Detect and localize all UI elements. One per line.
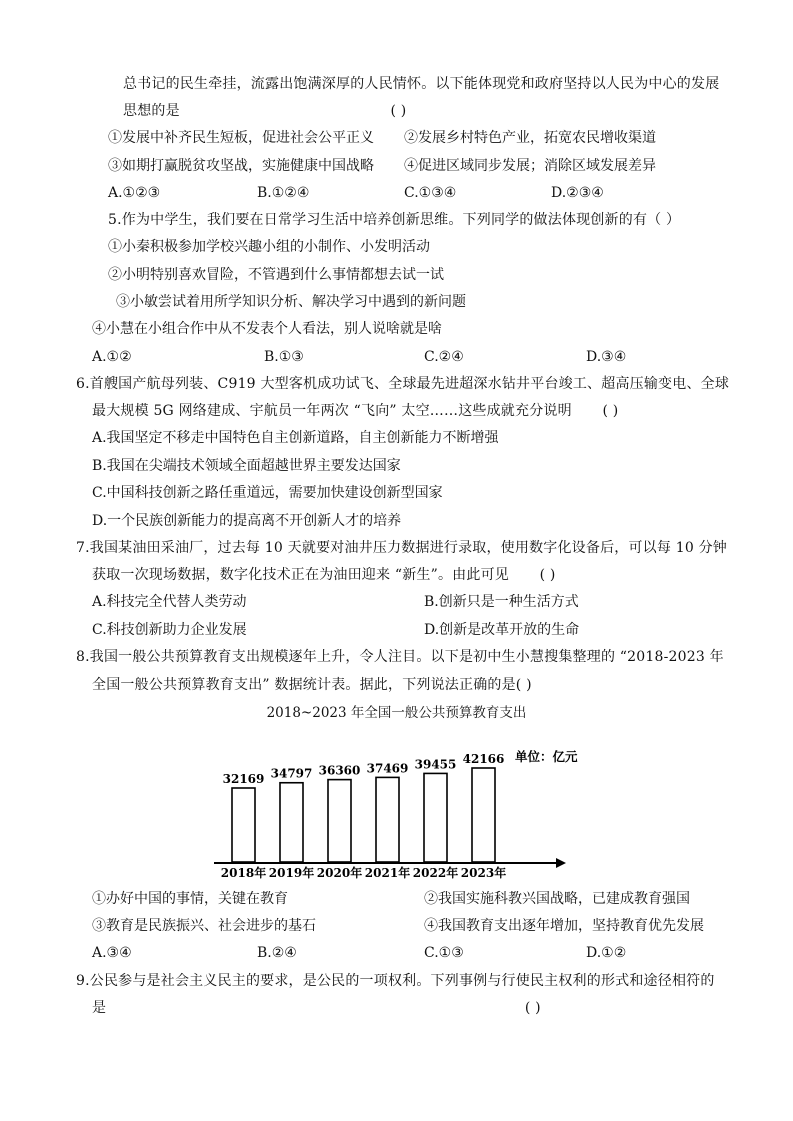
bar-value-label: 37469 — [366, 761, 409, 776]
q5-item-4: ④小慧在小组合作中从不发表个人看法，别人说啥就是啥 — [92, 321, 442, 337]
q6-option-b: B.我国在尖端技术领域全面超越世界主要发达国家 — [92, 458, 401, 474]
q4-item-4: ④促进区域同步发展；消除区域发展差异 — [404, 158, 656, 174]
q4-item-3: ③如期打赢脱贫攻坚战，实施健康中国战略 — [108, 158, 374, 174]
q4-item-2: ②发展乡村特色产业，拓宽农民增收渠道 — [404, 130, 656, 146]
q5-option-c: C.②④ — [424, 349, 464, 365]
category-label: 2018年 — [220, 866, 267, 880]
q4-option-b: B.①②④ — [257, 185, 310, 201]
q9-answer-paren: ( ) — [524, 1000, 541, 1016]
q8-item-4: ④我国教育支出逐年增加，坚持教育优先发展 — [424, 918, 704, 934]
q8-option-d: D.①② — [586, 945, 627, 961]
category-label: 2019年 — [268, 866, 315, 880]
q7-option-b: B.创新只是一种生活方式 — [424, 594, 579, 610]
q8-item-1: ①办好中国的事情，关键在教育 — [92, 891, 288, 907]
bar-2023年 — [472, 768, 495, 862]
bar-2022年 — [424, 773, 447, 862]
category-label: 2023年 — [460, 866, 507, 880]
q6-stem-line2 — [92, 401, 618, 421]
q4-stem-line1: 总书记的民生牵挂，流露出饱满深厚的人民情怀。以下能体现党和政府坚持以人民为中心的发展 — [123, 76, 720, 92]
bar-value-label: 42166 — [462, 752, 505, 766]
q5-option-b: B.①③ — [264, 349, 304, 365]
q9-stem-text: 是 — [92, 1000, 107, 1016]
q4-option-a: A.①②③ — [108, 185, 161, 201]
bar-value-label: 32169 — [222, 772, 265, 786]
q4-item-1: ①发展中补齐民生短板，促进社会公平正义 — [108, 130, 374, 146]
q4-stem-line2 — [123, 101, 406, 121]
category-label: 2022年 — [412, 866, 459, 880]
q7-stem-line1: 7.我国某油田采油厂，过去每 10 天就要对油井压力数据进行录取，使用数字化设备后，可以每 10 分钟 — [76, 540, 727, 556]
q5-option-a: A.①② — [92, 349, 132, 365]
q4-option-c: C.①③④ — [404, 185, 457, 201]
chart-title: 2018~2023 年全国一般公共预算教育支出 — [266, 705, 527, 721]
q5-option-d: D.③④ — [586, 349, 627, 365]
q5-item-1: ①小秦积极参加学校兴趣小组的小制作、小发明活动 — [108, 239, 430, 255]
q7-stem-text: 获取一次现场数据，数字化技术正在为油田迎来 “新生”。由此可见 — [92, 567, 509, 583]
q8-item-3: ③教育是民族振兴、社会进步的基石 — [92, 918, 316, 934]
bar-2020年 — [328, 780, 351, 862]
q8-stem-line1: 8.我国一般公共预算教育支出规模逐年上升，令人注目。以下是初中生小慧搜集整理的 “2018-2023 年 — [76, 649, 724, 665]
x-axis-arrow-icon — [556, 858, 566, 868]
bar-2018年 — [232, 788, 255, 862]
bar-value-label: 34797 — [270, 766, 313, 781]
q6-stem-line1: 6.首艘国产航母列装、C919 大型客机成功试飞、全球最先进超深水钻井平台竣工、超高压输变电、全球 — [76, 376, 730, 392]
q6-option-d: D.一个民族创新能力的提高离不开创新人才的培养 — [92, 513, 402, 529]
q5-stem: 5.作为中学生，我们要在日常学习生活中培养创新思维。下列同学的做法体现创新的有（ ） — [108, 212, 681, 228]
q7-option-c: C.科技创新助力企业发展 — [92, 622, 247, 638]
q4-option-d: D.②③④ — [551, 185, 604, 201]
q8-option-c: C.①③ — [424, 945, 464, 961]
q7-option-a: A.科技完全代替人类劳动 — [92, 594, 247, 610]
bar-chart — [0, 730, 793, 890]
bar-2019年 — [280, 783, 303, 862]
q5-item-2: ②小明特别喜欢冒险，不管遇到什么事情都想去试一试 — [108, 267, 444, 283]
bar-value-label: 36360 — [318, 763, 361, 778]
q6-option-a: A.我国坚定不移走中国特色自主创新道路，自主创新能力不断增强 — [92, 430, 499, 446]
q4-stem-text: 思想的是 — [123, 103, 180, 119]
q7-answer-paren: ( ) — [539, 567, 556, 583]
category-label: 2021年 — [364, 866, 411, 880]
q6-option-c: C.中国科技创新之路任重道远，需要加快建设创新型国家 — [92, 485, 443, 501]
q4-answer-paren: ( ) — [390, 103, 407, 119]
q7-stem-line2 — [92, 565, 556, 585]
q7-option-d: D.创新是改革开放的生命 — [424, 622, 580, 638]
q9-stem-line1: 9.公民参与是社会主义民主的要求，是公民的一项权利。下列事例与行使民主权利的形式和途径相符的 — [76, 973, 715, 989]
q5-item-3: ③小敏尝试着用所学知识分析、解决学习中遇到的新问题 — [116, 294, 466, 310]
q9-stem-line2 — [92, 998, 541, 1018]
q8-option-a: A.③④ — [92, 945, 132, 961]
q8-stem-line2: 全国一般公共预算教育支出” 数据统计表。据此，下列说法正确的是( ) — [92, 677, 532, 693]
unit-label: 单位：亿元 — [515, 749, 578, 764]
q6-answer-paren: ( ) — [602, 403, 619, 419]
category-label: 2020年 — [316, 866, 363, 880]
q8-option-b: B.②④ — [257, 945, 297, 961]
q6-stem-text: 最大规模 5G 网络建成、宇航员一年两次 “飞向” 太空……这些成就充分说明 — [92, 403, 572, 419]
q8-item-2: ②我国实施科教兴国战略，已建成教育强国 — [424, 891, 690, 907]
bar-2021年 — [376, 777, 399, 862]
bar-value-label: 39455 — [414, 757, 457, 772]
